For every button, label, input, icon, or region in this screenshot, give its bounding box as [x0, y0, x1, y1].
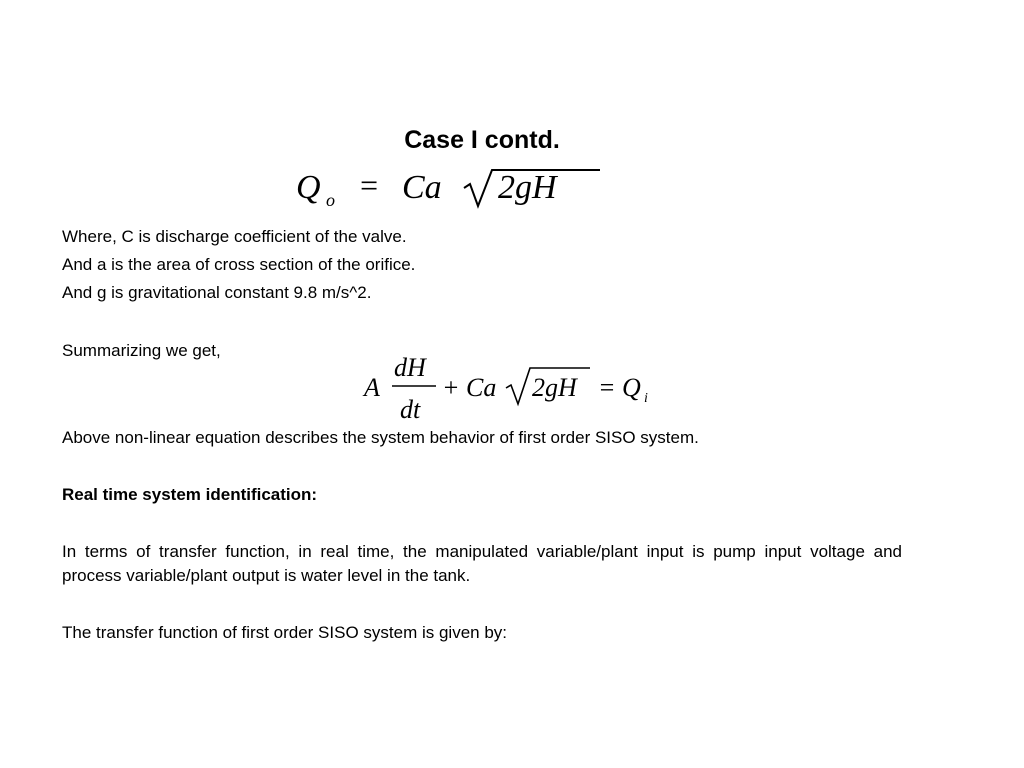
eq1-equals: =: [358, 167, 380, 203]
eq2-rhs-sub: i: [644, 391, 648, 406]
eq2-radicand: 2gH: [532, 373, 577, 402]
eq1-lhs-sub: o: [326, 190, 335, 210]
slide-title: Case I contd.: [404, 126, 560, 154]
eq1-lhs: Q: [296, 169, 321, 206]
equation-outflow: [296, 164, 606, 214]
eq2-plus: +: [442, 373, 460, 402]
definition-g: And g is gravitational constant 9.8 m/s^2.: [62, 283, 372, 302]
eq2-coef: A: [364, 373, 380, 402]
paragraph-transfer-function: In terms of transfer function, in real time, the manipulated variable/plant input is pump input voltage and process variable/plant output is water level in the tank.: [62, 542, 902, 585]
eq2-equals: =: [598, 373, 616, 402]
eq2-numerator: dH: [394, 353, 426, 382]
eq1-radicand: 2gH: [498, 169, 557, 206]
eq2-term: Ca: [466, 373, 497, 402]
definition-c: Where, C is discharge coefficient of the valve.: [62, 227, 407, 246]
eq1-rhs: Ca: [402, 169, 442, 206]
closing-text: The transfer function of first order SISO system is given by:: [62, 623, 508, 642]
description: Above non-linear equation describes the system behavior of first order SISO system.: [62, 428, 699, 447]
eq2-rhs: Q: [622, 373, 641, 402]
definition-a: And a is the area of cross section of the orifice.: [62, 255, 416, 274]
equation-dynamics: [364, 352, 664, 428]
summary-intro: Summarizing we get,: [62, 341, 221, 360]
eq2-denominator: dt: [400, 395, 421, 424]
section-heading: Real time system identification:: [62, 485, 318, 504]
